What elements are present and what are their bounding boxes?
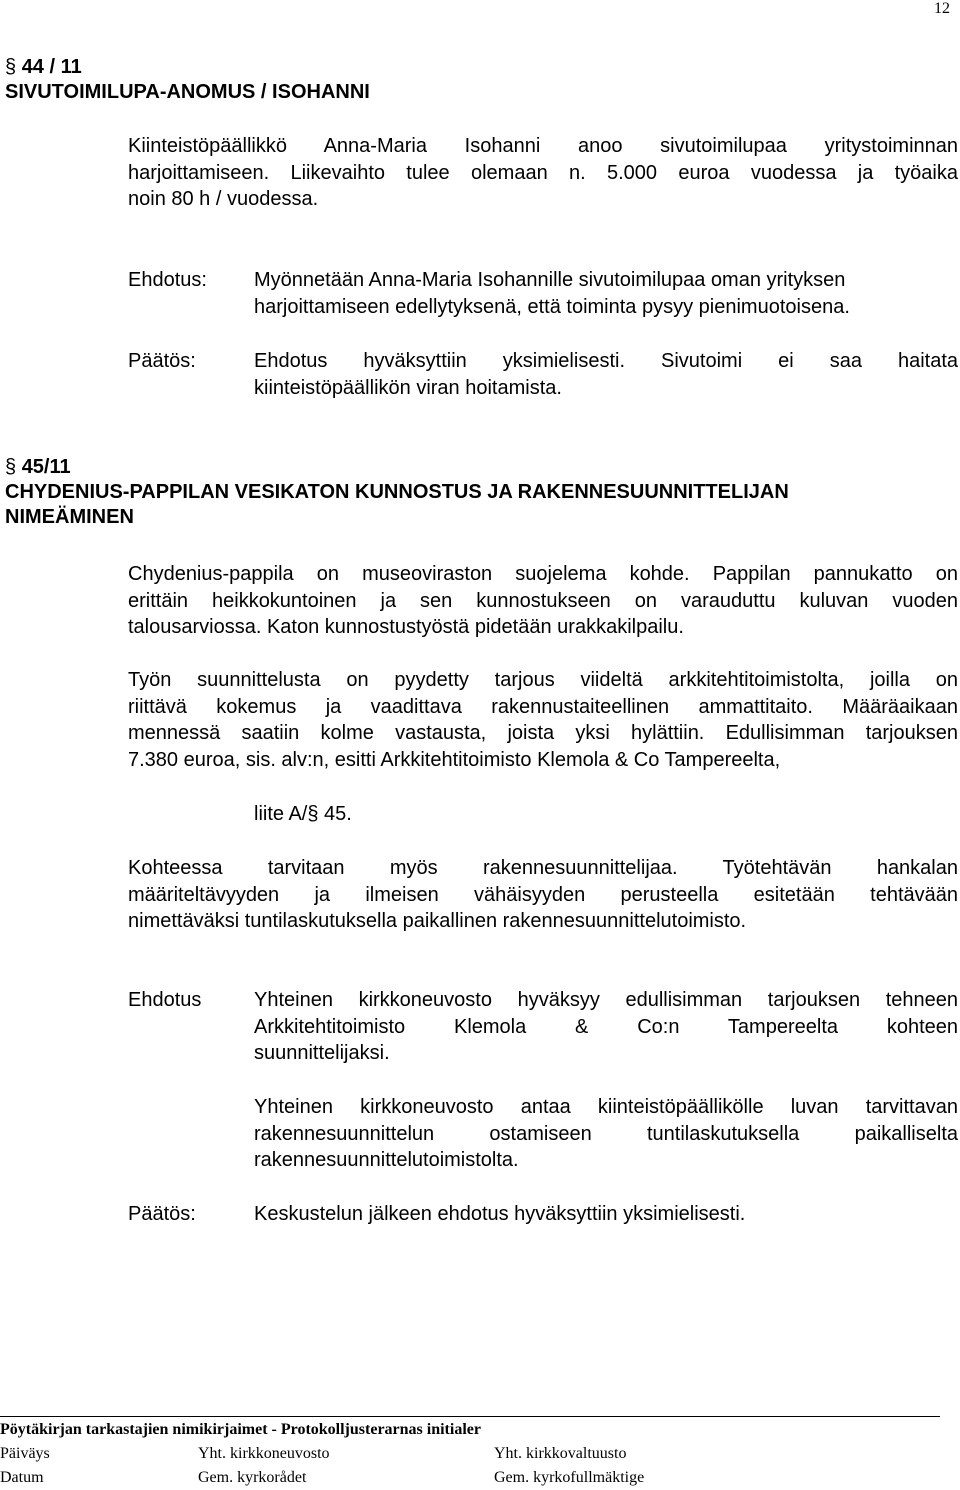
- section-45-proposal-block-2: [254, 1094, 958, 1174]
- body-line: harjoittamiseen. Liikevaihto tulee olemaan n. 5.000 euroa vuodessa ja työaika: [128, 161, 958, 184]
- body-line: määriteltävyyden ja ilmeisen vähäisyyden perusteella esitetään tehtävään: [128, 883, 958, 906]
- body-line: rakennesuunnittelutoimistolta.: [254, 1149, 519, 1171]
- body-line: Kiinteistöpäällikkö Anna-Maria Isohanni anoo sivutoimilupaa yritystoiminnan: [128, 135, 958, 157]
- section-45-proposal-block-1: [254, 987, 958, 1067]
- body-line: suunnittelijaksi.: [254, 1042, 390, 1064]
- body-line: Yhteinen kirkkoneuvosto hyväksyy edullisimman tarjouksen tehneen: [254, 989, 958, 1011]
- section-44-decision-text: [254, 348, 958, 401]
- body-line: harjoittamiseen edellytyksenä, että toiminta pysyy pienimuotoisena.: [254, 295, 850, 318]
- attachment-prefix: liite A/: [254, 803, 308, 825]
- section-44-intro: [128, 133, 958, 213]
- body-line: 7.380 euroa, sis. alv:n, esitti Arkkitehtitoimisto Klemola & Co Tampereelta,: [128, 748, 781, 771]
- body-line: Chydenius-pappila on museoviraston suojelema kohde. Pappilan pannukatto on: [128, 563, 958, 585]
- body-line: mennessä saatiin kolme vastausta, joista yksi hylättiin. Edullisimman tarjouksen: [128, 722, 958, 744]
- section-45-title-line: CHYDENIUS-PAPPILAN VESIKATON KUNNOSTUS JA RAKENNESUUNNITTELIJAN: [5, 481, 789, 503]
- section-mark: §: [307, 803, 319, 825]
- body-line: Yhteinen kirkkoneuvosto antaa kiinteistöpäällikölle luvan tarvittavan: [254, 1096, 958, 1118]
- body-line: kiinteistöpäällikön viran hoitamista.: [254, 376, 562, 399]
- footer-title: Pöytäkirjan tarkastajien nimikirjaimet - Protokolljusterarnas initialer: [0, 1421, 481, 1438]
- body-line: nimettäväksi tuntilaskutuksella paikallinen rakennesuunnittelutoimisto.: [128, 910, 747, 932]
- footer-cell: Yht. kirkkoneuvosto: [198, 1445, 330, 1462]
- footer-cell: Päiväys: [0, 1445, 50, 1462]
- footer-row: [0, 1466, 940, 1490]
- page-footer: [0, 1416, 940, 1490]
- section-45-heading: [5, 455, 789, 530]
- section-44-proposal-label: Ehdotus:: [128, 269, 207, 291]
- section-44-heading: [5, 55, 370, 105]
- section-44-proposal-text: [254, 267, 958, 320]
- body-line: rakennesuunnittelun ostamiseen tuntilaskutuksella paikalliselta: [254, 1122, 958, 1145]
- attachment-reference: [254, 801, 352, 828]
- section-45-decision-text: Keskustelun jälkeen ehdotus hyväksyttiin yksimielisesti.: [254, 1203, 746, 1225]
- footer-row: [0, 1442, 940, 1466]
- footer-cell: Datum: [0, 1469, 44, 1486]
- body-line: talousarviossa. Katon kunnostustyöstä pidetään urakkakilpailu.: [128, 616, 684, 638]
- section-45-paragraph-3: [128, 855, 958, 935]
- section-45-paragraph-1: [128, 561, 958, 641]
- body-line: erittäin heikkokuntoinen ja sen kunnostukseen on varauduttu kuluvan vuoden: [128, 589, 958, 612]
- section-45-title-line: NIMEÄMINEN: [5, 506, 134, 528]
- section-44-decision-label: Päätös:: [128, 350, 196, 372]
- footer-divider: [0, 1416, 940, 1417]
- section-45-proposal-label: Ehdotus: [128, 989, 202, 1011]
- page-number: 12: [934, 0, 950, 17]
- body-line: Työn suunnittelusta on pyydetty tarjous viideltä arkkitehtitoimistolta, joilla on: [128, 669, 958, 691]
- attachment-suffix: 45.: [318, 803, 352, 825]
- section-45-decision-label: Päätös:: [128, 1203, 196, 1225]
- section-45-number: 45/11: [21, 456, 71, 478]
- section-45-paragraph-2: [128, 667, 958, 773]
- section-44-number: 44 / 11: [21, 56, 82, 78]
- footer-cell: Gem. kyrkofullmäktige: [494, 1469, 645, 1486]
- section-mark: §: [5, 56, 17, 78]
- section-mark: §: [5, 456, 17, 478]
- footer-cell: Gem. kyrkorådet: [198, 1469, 307, 1486]
- section-45-number-line: [5, 455, 789, 480]
- body-line: Myönnetään Anna-Maria Isohannille sivutoimilupaa oman yrityksen: [254, 269, 846, 291]
- body-line: riittävä kokemus ja vaadittava rakennustaiteellinen ammattitaito. Määräaikaan: [128, 695, 958, 718]
- body-line: Arkkitehtitoimisto Klemola & Co:n Tampereelta kohteen: [254, 1015, 958, 1038]
- section-44-number-line: [5, 55, 370, 80]
- footer-cell: Yht. kirkkovaltuusto: [494, 1445, 627, 1462]
- body-line: Ehdotus hyväksyttiin yksimielisesti. Sivutoimi ei saa haitata: [254, 350, 958, 372]
- body-line: noin 80 h / vuodessa.: [128, 188, 319, 210]
- body-line: Kohteessa tarvitaan myös rakennesuunnittelijaa. Työtehtävän hankalan: [128, 857, 958, 879]
- section-44-title: SIVUTOIMILUPA-ANOMUS / ISOHANNI: [5, 81, 370, 103]
